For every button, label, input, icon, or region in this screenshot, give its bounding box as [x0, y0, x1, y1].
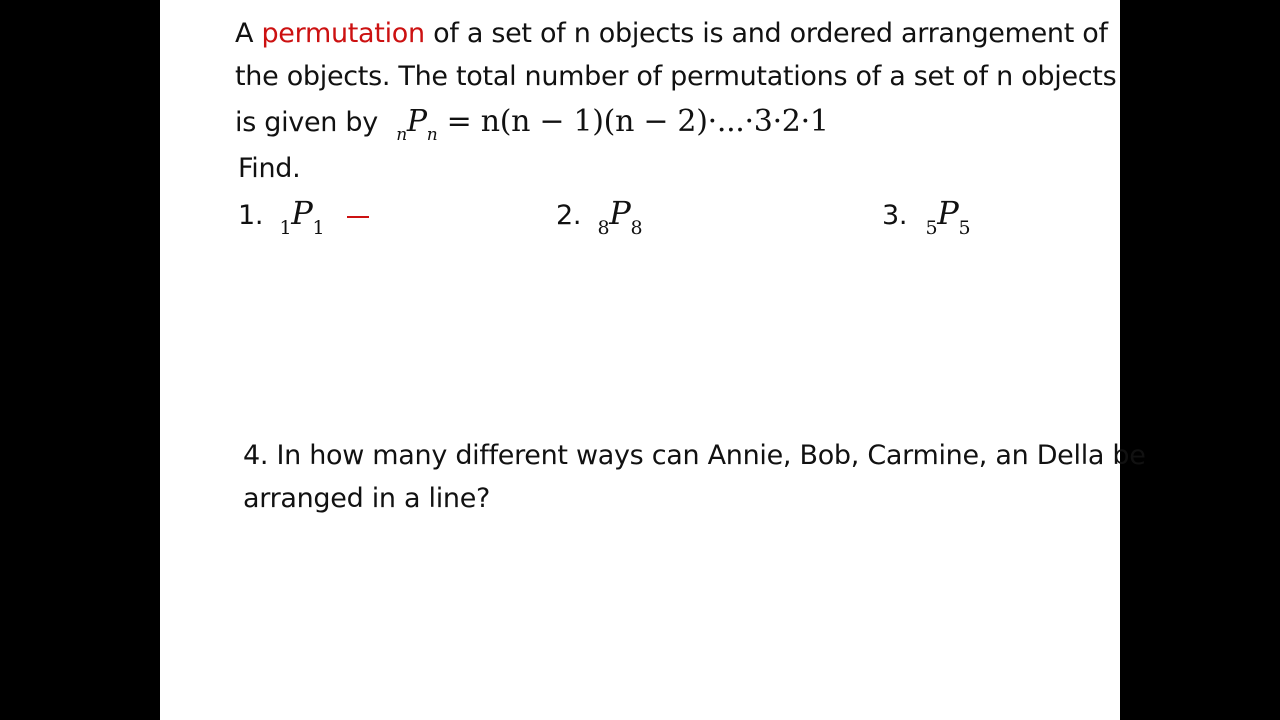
problem-1-sub-right: 1	[312, 217, 325, 239]
problem-3	[882, 194, 971, 239]
definition-line-3-text: is given by	[235, 107, 378, 138]
problem-2-P: P	[609, 194, 631, 232]
definition-line-1-text: of a set of n objects is and ordered arrangement of	[433, 18, 1108, 49]
definition-line-3	[235, 104, 829, 145]
problem-1	[238, 194, 369, 239]
permutation-formula	[396, 104, 829, 145]
problem-1-P: P	[291, 194, 313, 232]
slide	[160, 0, 1146, 720]
problem-2-sub-right: 8	[630, 217, 643, 239]
formula-sub-left: n	[396, 125, 407, 145]
definition-line-2: the objects. The total number of permutations of a set of n objects	[235, 61, 1117, 92]
find-label: Find.	[238, 153, 301, 184]
formula-P: P	[406, 104, 427, 139]
question-4-line-2: arranged in a line?	[243, 483, 491, 514]
definition-prefix: A	[235, 18, 254, 49]
problem-3-P: P	[937, 194, 959, 232]
problem-2-sub-left: 8	[597, 217, 610, 239]
problem-3-sub-left: 5	[925, 217, 938, 239]
permutation-term: permutation	[261, 18, 425, 49]
question-4-line-1: 4. In how many different ways can Annie, Bob, Carmine, an Della be	[243, 440, 1146, 471]
problem-3-number: 3.	[882, 200, 908, 231]
problem-1-sub-left: 1	[279, 217, 292, 239]
problem-3-sub-right: 5	[958, 217, 971, 239]
problem-1-number: 1.	[238, 200, 264, 231]
definition-line-1	[235, 18, 1108, 49]
problem-2	[556, 194, 643, 239]
formula-rhs: = n(n − 1)(n − 2)·...·3·2·1	[446, 104, 829, 139]
formula-sub-right: n	[426, 125, 438, 145]
red-dash-mark	[347, 216, 369, 218]
problem-2-number: 2.	[556, 200, 582, 231]
